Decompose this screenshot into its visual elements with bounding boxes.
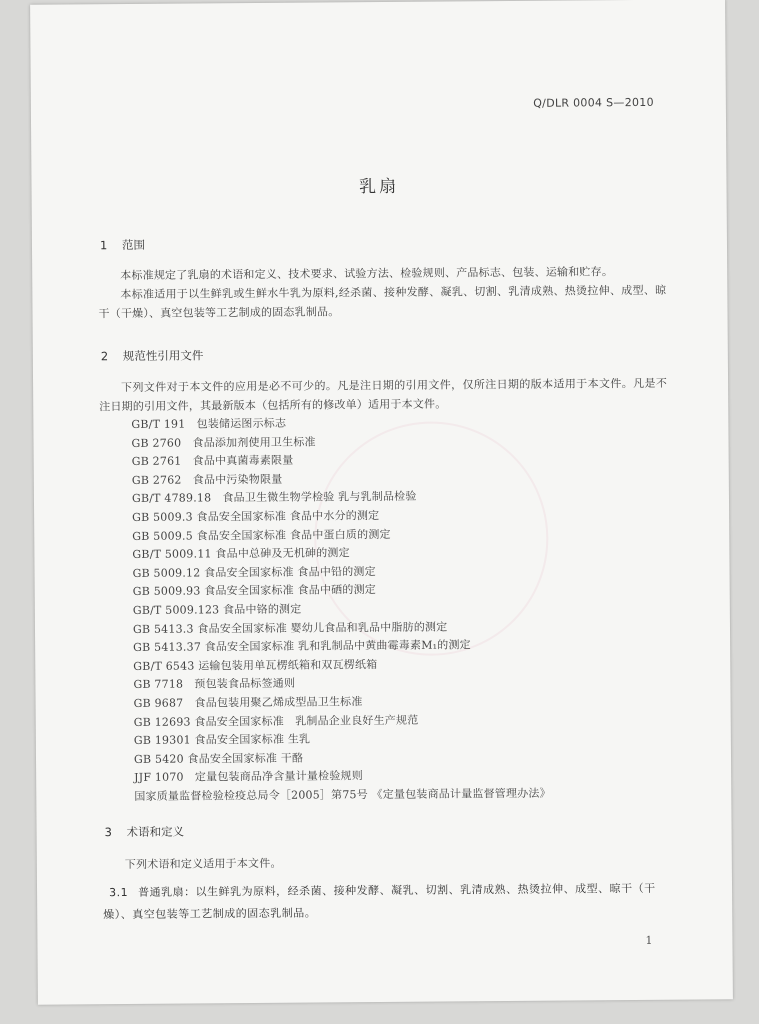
reference-item: 国家质量监督检验检疫总局令［2005］第75号 《定量包装商品计量监督管理办法》 <box>134 786 551 803</box>
reference-item: GB 5420 食品安全国家标准 干酪 <box>133 751 304 766</box>
section-number: 1 <box>99 238 108 253</box>
term-text: 普通乳扇：以生鲜乳为原料，经杀菌、接种发酵、凝乳、切割、乳清成熟、热烫拉伸、成型、晾干（干燥）、真空包装等工艺制成的固态乳制品。 <box>103 881 656 922</box>
section-title: 规范性引用文件 <box>122 348 204 364</box>
section-heading-normative <box>101 347 204 364</box>
document-page <box>30 0 733 1005</box>
reference-item: GB 19301 食品安全国家标准 生乳 <box>133 732 311 748</box>
section-title: 范围 <box>121 237 146 253</box>
reference-item: GB/T 191 包装储运图示标志 <box>131 416 287 431</box>
document-title: 乳扇 <box>358 176 400 198</box>
normative-intro: 下列文件对于本文件的应用是必不可少的。凡是注日期的引用文件，仅所注日期的版本适用于本文件。凡是不注日期的引用文件，其最新版本（包括所有的修改单）适用于本文件。 <box>99 376 668 413</box>
term-definition <box>103 878 671 926</box>
section-heading-scope <box>100 237 145 253</box>
reference-item: GB 7718 预包装食品标签通则 <box>133 676 296 692</box>
scope-paragraph-2: 本标准适用于以生鲜乳或生鲜水牛乳为原料,经杀菌、接种发酵、凝乳、切割、乳清成熟、热烫拉伸、成型、晾干（干燥）、真空包装等工艺制成的固态乳制品。 <box>98 283 667 320</box>
reference-item: GB 5009.3 食品安全国家标准 食品中水分的测定 <box>132 508 380 524</box>
page-number: 1 <box>645 933 653 947</box>
reference-item: GB 5009.93 食品安全国家标准 食品中硒的测定 <box>132 583 376 599</box>
term-number: 3.1 <box>109 886 129 900</box>
reference-item: JJF 1070 定量包装商品净含量计量检验规则 <box>134 769 363 785</box>
reference-item: GB 2762 食品中污染物限量 <box>131 472 283 487</box>
reference-item: GB/T 5009.11 食品中总砷及无机砷的测定 <box>132 546 350 562</box>
scope-paragraph-1: 本标准规定了乳扇的术语和定义、技术要求、试验方法、检验规则、产品标志、包装、运输和贮存。 <box>120 265 614 283</box>
section-title: 术语和定义 <box>126 824 185 840</box>
reference-item: GB 12693 食品安全国家标准 乳制品企业良好生产规范 <box>133 713 419 729</box>
reference-item: GB 5413.37 食品安全国家标准 乳和乳制品中黄曲霉毒素M₁的测定 <box>133 638 471 655</box>
section-heading-terms <box>105 824 185 841</box>
reference-item: GB 9687 食品包装用聚乙烯成型品卫生标准 <box>133 695 363 710</box>
reference-item: GB 2760 食品添加剂使用卫生标准 <box>131 435 316 450</box>
section-number: 3 <box>104 825 112 840</box>
reference-list <box>131 413 551 807</box>
document-code: Q/DLR 0004 S—2010 <box>533 95 654 110</box>
reference-item: GB 5413.3 食品安全国家标准 婴幼儿食品和乳品中脂肪的测定 <box>132 620 448 636</box>
reference-item: GB 5009.12 食品安全国家标准 食品中铅的测定 <box>132 564 376 580</box>
reference-item: GB 2761 食品中真菌毒素限量 <box>131 453 294 469</box>
reference-item: GB/T 6543 运输包装用单瓦楞纸箱和双瓦楞纸箱 <box>133 657 378 673</box>
terms-intro: 下列术语和定义适用于本文件。 <box>124 856 282 872</box>
section-number: 2 <box>100 349 109 364</box>
reference-item: GB/T 5009.123 食品中铬的测定 <box>132 602 302 617</box>
reference-item: GB 5009.5 食品安全国家标准 食品中蛋白质的测定 <box>132 527 391 543</box>
reference-item: GB/T 4789.18 食品卫生微生物学检验 乳与乳制品检验 <box>131 490 417 506</box>
